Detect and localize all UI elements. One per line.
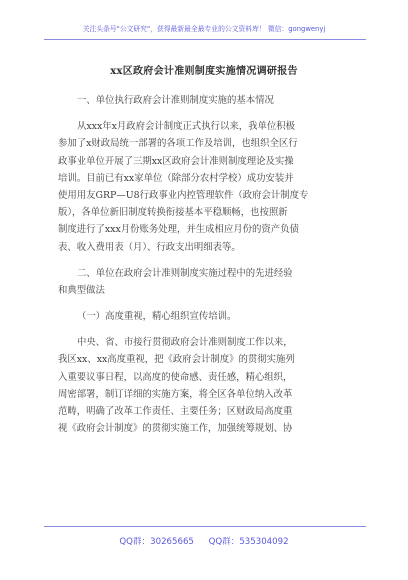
paragraph-line: 视《政府会计制度》的贯彻实施工作，加强统筹规划、协 — [58, 423, 293, 435]
footer-divider — [44, 526, 366, 527]
paragraph-line: 政事业单位开展了三期xx区政府会计准则制度理论及实操 — [58, 155, 294, 167]
footer-qq-group-2: QQ群：535304092 — [208, 537, 289, 547]
paragraph-line: 范畴，明确了改革工作责任、主要任务；区财政局高度重 — [58, 406, 293, 417]
paragraph-line: 从xxx年x月政府会计制度正式执行以来，我单位积极 — [77, 121, 296, 133]
section-1-heading: 一、单位执行政府会计准则制度实施的基本情况 — [77, 95, 274, 106]
paragraph-line: 培训。目前已有xx家单位（除部分农村学校）成功安装并 — [58, 172, 294, 184]
paragraph-line: 周密部署，制订详细的实施方案，将全区各单位纳入改革 — [58, 388, 293, 400]
footer-qq-group-1: QQ群：30265665 — [119, 537, 194, 547]
section-2-heading-cont: 和典型做法 — [58, 284, 105, 296]
footer — [0, 535, 408, 547]
paragraph-line: 入重要议事日程，以高度的使命感、责任感，精心组织， — [58, 371, 293, 383]
paragraph-line: 参加了x财政局统一部署的各项工作及培训，也组织全区行 — [58, 138, 298, 150]
paragraph-line: 版），各单位新旧制度转换衔接基本平稳顺畅，也按照新 — [58, 207, 288, 219]
section-2-heading: 二、单位在政府会计准则制度实施过程中的先进经验 — [77, 267, 293, 279]
document-title: xx区政府会计准则制度实施情况调研报告 — [110, 66, 298, 77]
paragraph-line: 中央、省、市接行贯彻政府会计准则制度工作以来， — [77, 337, 293, 349]
header-notice: 关注头条号"公文研究"，获得最新最全最专业的公文资料库！ 微信：gongwenyj — [82, 25, 326, 33]
document-body — [58, 92, 356, 437]
paragraph-line: 使用用友GRP—U8行政事业内控管理软件（政府会计制度专 — [58, 189, 309, 201]
paragraph-line: 表、收入费用表（月）、行政支出明细表等。 — [58, 241, 241, 253]
paragraph-line: 制度进行了xxx月份账务处理，并生成相应月份的资产负债 — [58, 224, 299, 236]
header-divider — [44, 39, 366, 40]
paragraph-line: 我区xx、xx高度重视，把《政府会计制度》的贯彻实施列 — [58, 354, 295, 366]
subsection-1-heading: （一）高度重视，精心组织宣传培训。 — [77, 311, 237, 323]
